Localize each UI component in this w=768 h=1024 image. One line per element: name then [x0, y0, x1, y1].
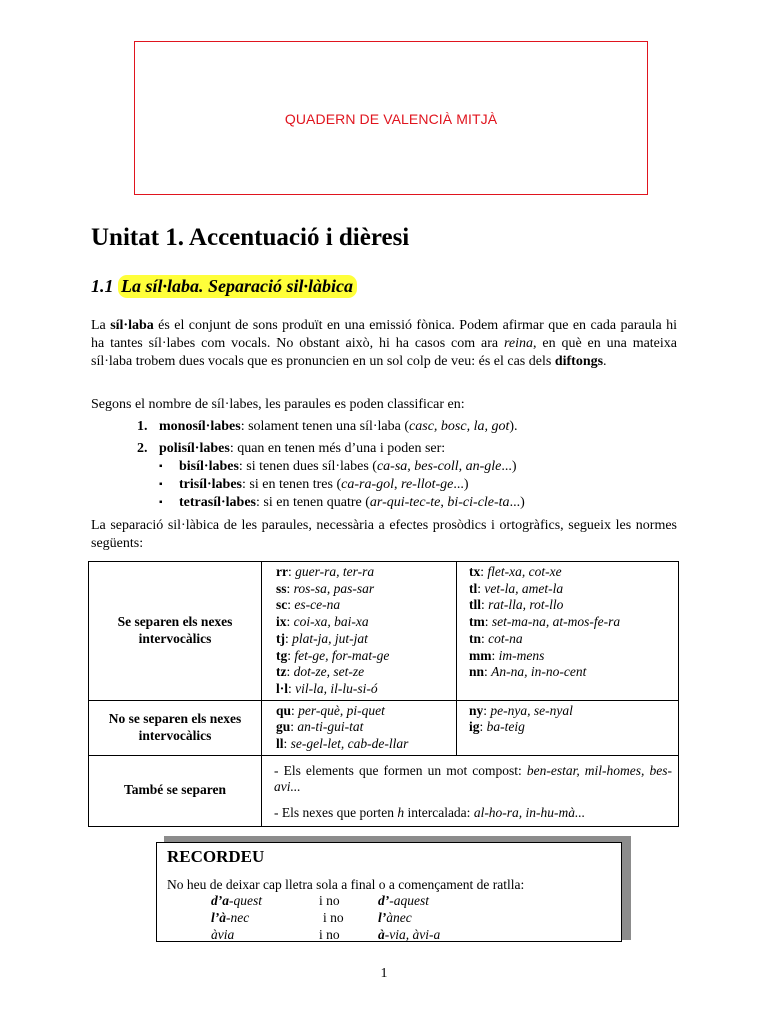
example-line: ss: ros-sa, pas-sar [276, 580, 375, 596]
h-examples: al-ho-ra, in-hu-mà... [473, 805, 586, 821]
sublist-example: re-llot-ge [401, 477, 454, 492]
examples-column [457, 700, 679, 755]
section-title-highlight: La síl·laba. Separació sil·làbica [118, 275, 357, 298]
cluster-examples: set-ma-na, at-mos-fe-ra [491, 614, 621, 630]
separator-text: i no [319, 927, 340, 942]
examples-column [262, 562, 457, 701]
recordeu-title: RECORDEU [167, 847, 265, 866]
cluster-key: ss [276, 580, 287, 596]
text-run: ...) [509, 495, 525, 510]
example-reina: reina [503, 336, 533, 351]
section-number: 1.1 [91, 276, 114, 296]
sublist-example: ca-ra-gol [341, 477, 395, 492]
text-run: ...) [453, 477, 469, 492]
cluster-key: tj [276, 630, 285, 646]
text-run: , en què en una mateixa síl·laba trobem dues vocals que es pronuncien en un sol colp de veu: és el cas dels [91, 336, 678, 369]
cluster-examples: cot-na [488, 630, 523, 646]
cluster-key: l·l [276, 680, 289, 696]
cluster-examples: es-ce-na [294, 597, 341, 613]
intro-paragraph [91, 317, 677, 371]
syllable-rules-table [88, 561, 679, 827]
cluster-examples: flet-xa, cot-xe [487, 564, 562, 579]
square-bullet-icon: ▪ [159, 479, 163, 490]
section-title [91, 276, 357, 297]
sublist-item [91, 494, 677, 512]
example-line: tx: flet-xa, cot-xe [469, 564, 562, 579]
sublist-example: ca-sa [376, 459, 408, 474]
cluster-key: mm [469, 647, 492, 663]
list-item [91, 418, 677, 436]
h-rule [274, 796, 672, 822]
cluster-key: ny [469, 702, 484, 718]
sublist-example: bes-coll [414, 459, 459, 474]
list-examples: casc, bosc, la, got [409, 419, 510, 434]
text-run: : quan en tenen més d’una i poden ser: [229, 441, 446, 456]
table-row [89, 755, 679, 826]
example-line: tl: vet-la, amet-la [469, 580, 564, 596]
recordeu-text: No heu de deixar cap lletra sola a final o a començament de ratlla: [167, 877, 525, 892]
correct-split: àvia [211, 927, 235, 942]
text-run: ). [509, 419, 518, 434]
cluster-key: sc [276, 597, 288, 613]
example-line: tj: plat-ja, jut-jat [276, 630, 368, 646]
sublist-item [91, 458, 677, 476]
example-line: ll: se-gel-let, cab-de-llar [276, 736, 409, 752]
classification-intro-text: Segons el nombre de síl·labes, les paraules es poden classificar en: [91, 397, 465, 412]
cluster-key: nn [469, 664, 485, 680]
example-line: tg: fet-ge, for-mat-ge [276, 647, 390, 663]
compound-rules-cell [262, 755, 679, 826]
text-run: - Els nexes que porten [274, 805, 398, 821]
example-line: ny: pe-nya, se-nyal [469, 702, 573, 718]
example-line: tz: dot-ze, set-ze [276, 664, 365, 680]
cluster-key: gu [276, 719, 291, 735]
correct-split: l’à-nec [211, 910, 250, 925]
text-run: , [407, 459, 415, 474]
example-line: nn: An-na, in-no-cent [469, 664, 587, 680]
sublist-term: trisíl·labes [179, 477, 242, 492]
sublist-example: an-gle [465, 459, 502, 474]
list-number: 1. [137, 419, 148, 434]
text-run: : si en tenen tres ( [242, 477, 342, 492]
list-term: polisíl·labes [159, 441, 230, 456]
cluster-key: tz [276, 664, 287, 680]
cluster-key: tx [469, 564, 481, 579]
cluster-examples: per-què, pi-quet [298, 702, 385, 718]
example-line: qu: per-què, pi-quet [276, 702, 385, 718]
example-line: ix: coi-xa, bai-xa [276, 614, 369, 630]
cluster-examples: im-mens [498, 647, 545, 663]
text-run: , [440, 495, 448, 510]
text-run: : si tenen dues síl·labes ( [238, 459, 377, 474]
cluster-key: ix [276, 614, 287, 630]
example-line: rr: guer-ra, ter-ra [276, 564, 375, 579]
table-row [89, 700, 679, 755]
sublist-example: bi-ci-cle-ta [447, 495, 510, 510]
text-run: La [91, 318, 111, 333]
examples-column [457, 562, 679, 701]
text-run: , [458, 459, 466, 474]
cluster-examples: rat-lla, rot-llo [488, 597, 564, 613]
separator-text: i no [319, 893, 340, 908]
list-item [91, 440, 677, 458]
separator-text: i no [323, 910, 344, 925]
example-line: sc: es-ce-na [276, 597, 341, 613]
example-line: tll: rat-lla, rot-llo [469, 597, 564, 613]
cluster-examples: dot-ze, set-ze [293, 664, 365, 680]
example-line: tm: set-ma-na, at-mos-fe-ra [469, 614, 621, 630]
unit-title: Unitat 1. Accentuació i dièresi [91, 224, 410, 251]
cluster-key: tg [276, 647, 288, 663]
term-sillaba: síl·laba [110, 318, 154, 333]
recordeu-box [156, 842, 622, 942]
text-run: intercalada: [404, 805, 474, 821]
cluster-examples: ros-sa, pas-sar [293, 580, 375, 596]
header-box [134, 41, 648, 195]
examples-column [262, 700, 457, 755]
correct-split: d’a-quest [211, 893, 262, 908]
list-term: monosíl·labes [159, 419, 241, 434]
cluster-examples: vil-la, il-lu-si-ó [295, 680, 378, 696]
text-run: és el conjunt de sons produït en una emissió fònica. Podem afirmar que en cada paraula hi ha tantes síl·labes com vocals. No obstant això, hi ha casos com ara [91, 318, 678, 351]
cluster-key: tl [469, 580, 478, 596]
row-label-separate: Se separen els nexes intervocàlics [89, 562, 262, 701]
cluster-key: rr [276, 564, 288, 579]
cluster-key: tn [469, 630, 482, 646]
square-bullet-icon: ▪ [159, 497, 163, 508]
classification-intro [91, 396, 677, 512]
cluster-key: tm [469, 614, 485, 630]
cluster-examples: vet-la, amet-la [484, 580, 564, 596]
example-line: l·l: vil-la, il-lu-si-ó [276, 680, 378, 696]
square-bullet-icon: ▪ [159, 461, 163, 472]
compound-rule [274, 758, 672, 796]
incorrect-split: à-via, àvi-a [378, 927, 441, 942]
text-run: - Els elements que formen un mot compost: [274, 762, 527, 778]
cluster-key: ll [276, 736, 284, 752]
sublist-example: ar-qui-tec-te [369, 495, 441, 510]
row-label-not-separate: No se separen els nexes intervocàlics [89, 700, 262, 755]
example-line: ig: ba-teig [469, 719, 525, 735]
example-line: gu: an-ti-gui-tat [276, 719, 364, 735]
sublist-term: bisíl·labes [179, 459, 239, 474]
cluster-examples: pe-nya, se-nyal [490, 702, 573, 718]
list-number: 2. [137, 441, 148, 456]
cluster-examples: an-ti-gui-tat [297, 719, 364, 735]
table-row [89, 562, 679, 701]
cluster-examples: ba-teig [486, 719, 525, 735]
text-run: : si en tenen quatre ( [256, 495, 370, 510]
cluster-examples: coi-xa, bai-xa [293, 614, 369, 630]
example-line: mm: im-mens [469, 647, 545, 663]
page-number: 1 [380, 966, 388, 981]
text-run: ...) [501, 459, 517, 474]
text-run: : solament tenen una síl·laba ( [240, 419, 410, 434]
incorrect-split: l’ànec [378, 910, 412, 925]
sublist-term: tetrasíl·labes [179, 495, 256, 510]
text-run: . [603, 354, 607, 369]
text-run: , [394, 477, 402, 492]
document-header-title: QUADERN DE VALENCIÀ MITJÀ [284, 111, 498, 127]
cluster-key: tll [469, 597, 481, 613]
cluster-examples: An-na, in-no-cent [491, 664, 587, 680]
cluster-key: ig [469, 719, 480, 735]
incorrect-split: d’-aquest [378, 893, 429, 908]
sublist-item [91, 476, 677, 494]
example-line: tn: cot-na [469, 630, 523, 646]
separation-intro: La separació sil·làbica de les paraules, necessària a efectes prosòdics i ortogràfics, segueix les normes següents: [91, 518, 677, 551]
cluster-examples: se-gel-let, cab-de-llar [290, 736, 409, 752]
letter-h: h [397, 805, 405, 821]
cluster-examples: guer-ra, ter-ra [295, 564, 375, 579]
cluster-examples: fet-ge, for-mat-ge [294, 647, 390, 663]
compound-examples: ben-estar, mil-homes, bes-avi... [274, 762, 672, 795]
row-label-also-separate: També se separen [89, 755, 262, 826]
cluster-key: qu [276, 702, 292, 718]
cluster-examples: plat-ja, jut-jat [292, 630, 368, 646]
term-diftongs: diftongs [554, 354, 604, 369]
